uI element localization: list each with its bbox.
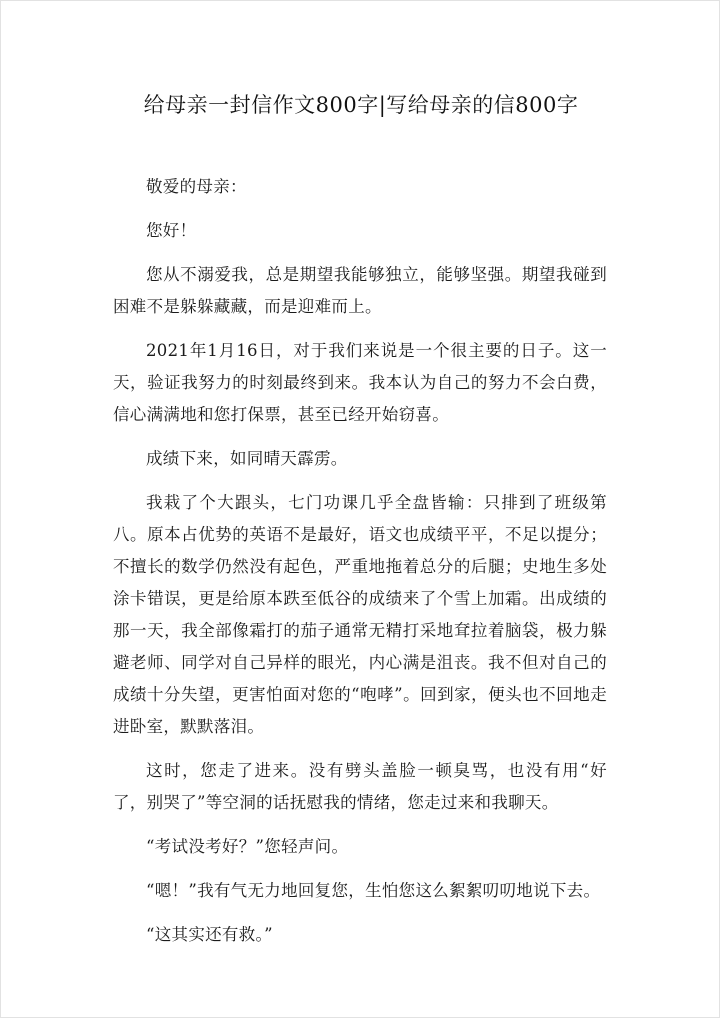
letter-dialogue: “考试没考好？”您轻声问。	[146, 837, 349, 856]
document-title: 给母亲一封信作文800字|写给母亲的信800字	[143, 93, 579, 117]
letter-paragraph: 您从不溺爱我，总是期望我能够独立，能够坚强。期望我碰到困难不是躲躲藏藏，而是迎难而上。	[113, 265, 607, 316]
letter-paragraph: 成绩下来，如同晴天霹雳。	[146, 449, 348, 468]
letter-greeting: 您好！	[146, 221, 197, 240]
letter-paragraph: 2021年1月16日，对于我们来说是一个很主要的日子。这一天，验证我努力的时刻最终到来。我本认为自己的努力不会白费，信心满满地和您打保票，甚至已经开始窃喜。	[113, 341, 607, 424]
letter-paragraph: 我栽了个大跟头，七门功课几乎全盘皆输：只排到了班级第八。原本占优势的英语不是最好，语文也成绩平平，不足以提分；不擅长的数学仍然没有起色，严重地拖着总分的后腿；史地生多处涂卡错误，更是给原本跌至低谷的成绩来了个雪上加霜。出成绩的那一天，我全部像霜打的茄子通常无精打采地耷拉着脑袋，极力躲避老师、同学对自己异样的眼光，内心满是沮丧。我不但对自己的成绩十分失望，更害怕面对您的“咆哮”。回到家，便头也不回地走进卧室，默默落泪。	[113, 493, 607, 736]
letter-salutation: 敬爱的母亲：	[146, 177, 247, 196]
letter-body	[113, 171, 607, 963]
letter-dialogue: “这其实还有救。”	[146, 925, 273, 944]
letter-dialogue: “嗯！”我有气无力地回复您，生怕您这么絮絮叨叨地说下去。	[146, 881, 601, 900]
letter-paragraph: 这时，您走了进来。没有劈头盖脸一顿臭骂，也没有用“好了，别哭了”等空洞的话抚慰我的情绪，您走过来和我聊天。	[113, 761, 607, 812]
